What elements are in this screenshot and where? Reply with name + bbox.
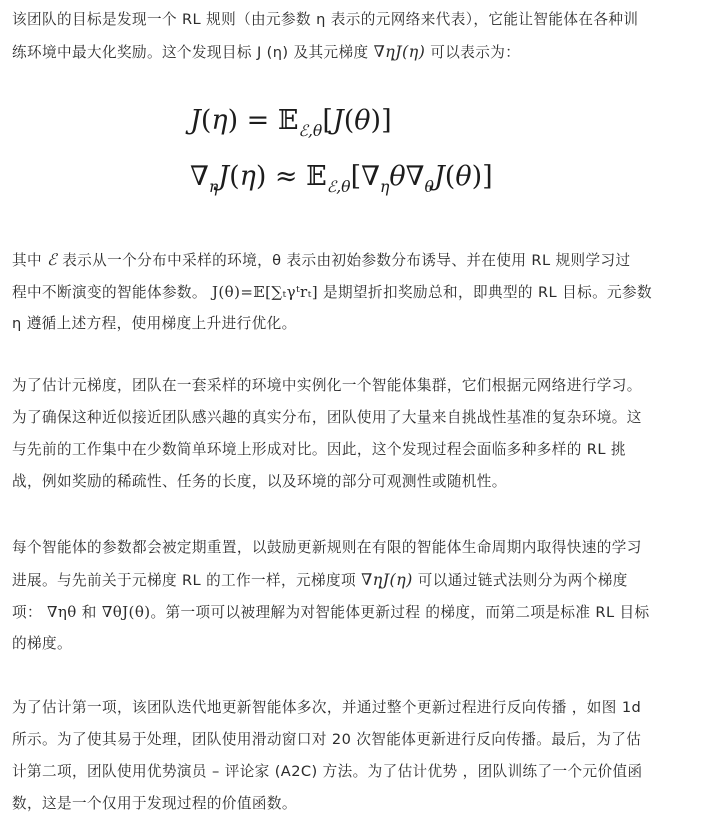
intro-line-2-tail: 可以表示为： [430,44,521,61]
intro-line-2 [12,36,708,68]
rl-objective-gradient: ∇θJ(θ) [101,603,151,621]
meta-gradient-term: ∇ηJ(η) [361,570,413,589]
paragraph-backprop [12,692,708,820]
backprop-line-4: 数，这是一个仅用于发现过程的价值函数。 [12,795,297,812]
estimation-line-4: 战，例如奖励的稀疏性、任务的长度，以及环境的部分可观测性或随机性。 [12,473,507,490]
reset-line-3-lead: 项： [12,604,42,621]
reset-line-1: 每个智能体的参数都会被定期重置，以鼓励更新规则在有限的智能体生命周期内取得快速的学习 [12,539,642,556]
reset-line-4: 的梯度。 [12,635,72,652]
definitions-line-2 [12,276,708,308]
estimation-line-1: 为了估计元梯度，团队在一套采样的环境中实例化一个智能体集群，它们根据元网络进行学习。 [12,377,642,394]
backprop-line-3: 计第二项，团队使用优势演员 – 评论家 (A2C) 方法。为了估计优势 ，团队训练了一个元价值函 [12,763,643,780]
estimation-line-2: 为了确保这种近似接近团队感兴趣的真实分布，团队使用了大量来自挑战性基准的复杂环境。这 [12,409,642,426]
expected-return-formula: J(θ)=𝔼[∑ₜγᵗrₜ] [211,283,318,301]
equation-objective: J(η) = 𝔼$_{ℰ,\theta}$[J(θ)] [190,105,392,141]
paragraph-reset [12,532,708,660]
reset-line-2-text: 进展。与先前关于元梯度 RL 的工作一样，元梯度项 [12,572,357,589]
backprop-line-2: 所示。为了使其易于处理，团队使用滑动窗口对 20 次智能体更新进行反向传播。最后，为了估 [12,731,642,748]
reset-line-2-tail: 可以通过链式法则分为两个梯度 [417,572,628,589]
intro-line-1: 该团队的目标是发现一个 RL 规则（由元参数 η 表示的元网络来代表），它能让智能体在各种训 [12,11,639,28]
definitions-line-1-text: 表示从一个分布中采样的环境，θ 表示由初始参数分布诱导、并在使用 RL 规则学习过 [62,252,631,269]
reset-line-3 [12,596,708,628]
backprop-line-1: 为了估计第一项，该团队迭代地更新智能体多次，并通过整个更新过程进行反向传播 ，如图 1d [12,699,642,716]
reset-and-word: 和 [81,604,97,621]
reset-line-2 [12,564,708,596]
definitions-line-1 [12,244,708,276]
equation-meta-gradient: $\nabla_\eta J(\eta)$ ≈ $𝔼_{ℰ,\theta}[\nabla_\eta\theta\nabla_\theta J(\theta)]$ [190,161,493,197]
environment-symbol: ℰ [47,250,58,269]
reset-line-3-text: 。第一项可以被理解为对智能体更新过程 的梯度，而第二项是标准 RL 目标 [150,604,650,621]
equation-block [0,105,720,215]
paragraph-intro [12,4,708,68]
meta-gradient-formula: ∇ηJ(η) [373,42,426,61]
intro-line-2-text: 练环境中最大化奖励。这个发现目标 J (η) 及其元梯度 [12,44,369,61]
estimation-line-3: 与先前的工作集中在少数简单环境上形成对比。因此，这个发现过程会面临多种多样的 RL 挑 [12,441,626,458]
definitions-where: 其中 [12,252,42,269]
paragraph-definitions [12,244,708,340]
paragraph-estimation [12,370,708,498]
definitions-line-3: η 遵循上述方程，使用梯度上升进行优化。 [12,315,297,332]
agent-update-gradient: ∇ηθ [47,603,77,621]
definitions-line-2-text: 是期望折扣奖励总和，即典型的 RL 目标。元参数 [323,284,653,301]
definitions-line-2-lead: 程中不断演变的智能体参数。 [12,284,207,301]
